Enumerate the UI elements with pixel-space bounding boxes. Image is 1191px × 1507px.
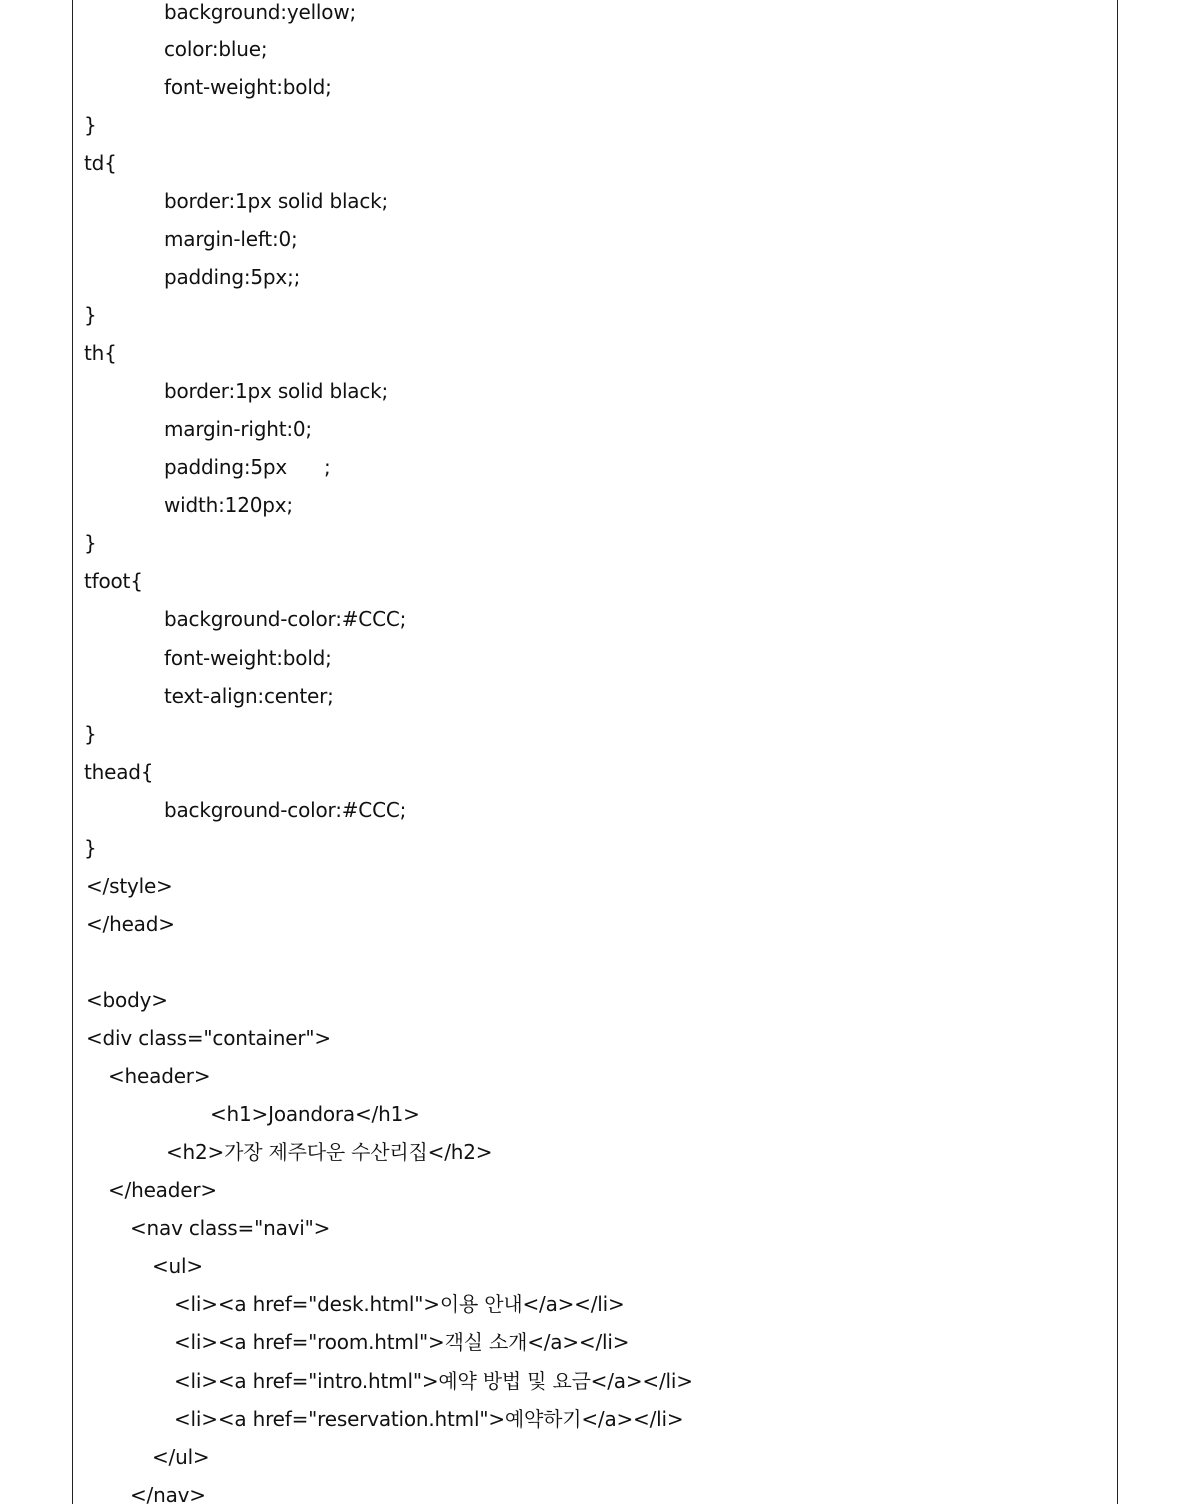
code-line: font-weight:bold;	[164, 75, 332, 99]
code-line: width:120px;	[164, 493, 293, 517]
code-line: </head>	[86, 912, 175, 936]
code-line: </style>	[86, 874, 173, 898]
code-line: color:blue;	[164, 37, 268, 61]
code-line: margin-right:0;	[164, 417, 312, 441]
code-line: background:yellow;	[164, 0, 357, 24]
code-line: margin-left:0;	[164, 227, 298, 251]
code-line: background-color:#CCC;	[164, 607, 407, 631]
code-line: <li><a href="room.html">객실 소개</a></li>	[174, 1330, 630, 1354]
document-frame	[72, 0, 1118, 1507]
code-line: <h2>가장 제주다운 수산리집</h2>	[166, 1140, 493, 1164]
code-line: }	[84, 113, 97, 137]
code-line: tfoot{	[84, 569, 143, 593]
code-line: }	[84, 531, 97, 555]
code-line: th{	[84, 341, 117, 365]
code-line: <nav class="navi">	[130, 1216, 331, 1240]
code-line: <header>	[108, 1064, 211, 1088]
code-line: padding:5px ;	[164, 455, 331, 479]
code-line: thead{	[84, 760, 154, 784]
code-line: font-weight:bold;	[164, 646, 332, 670]
code-line: </header>	[108, 1178, 217, 1202]
code-line: text-align:center;	[164, 684, 334, 708]
code-line: background-color:#CCC;	[164, 798, 407, 822]
code-line: border:1px solid black;	[164, 189, 389, 213]
code-line: </nav>	[130, 1483, 206, 1507]
code-line: <li><a href="desk.html">이용 안내</a></li>	[174, 1292, 625, 1316]
code-line: padding:5px;;	[164, 265, 301, 289]
code-line: border:1px solid black;	[164, 379, 389, 403]
code-line: td{	[84, 151, 117, 175]
code-line: <body>	[86, 988, 168, 1012]
code-line: <li><a href="intro.html">예약 방법 및 요금</a></li>	[174, 1369, 693, 1393]
code-line: <ul>	[152, 1254, 203, 1278]
code-line: <li><a href="reservation.html">예약하기</a></li>	[174, 1407, 684, 1431]
code-line: <div class="container">	[86, 1026, 331, 1050]
code-line: }	[84, 836, 97, 860]
code-line: <h1>Joandora</h1>	[210, 1102, 420, 1126]
code-line: </ul>	[152, 1445, 210, 1469]
code-listing	[73, 0, 1117, 1507]
code-line: }	[84, 303, 97, 327]
code-line: }	[84, 722, 97, 746]
